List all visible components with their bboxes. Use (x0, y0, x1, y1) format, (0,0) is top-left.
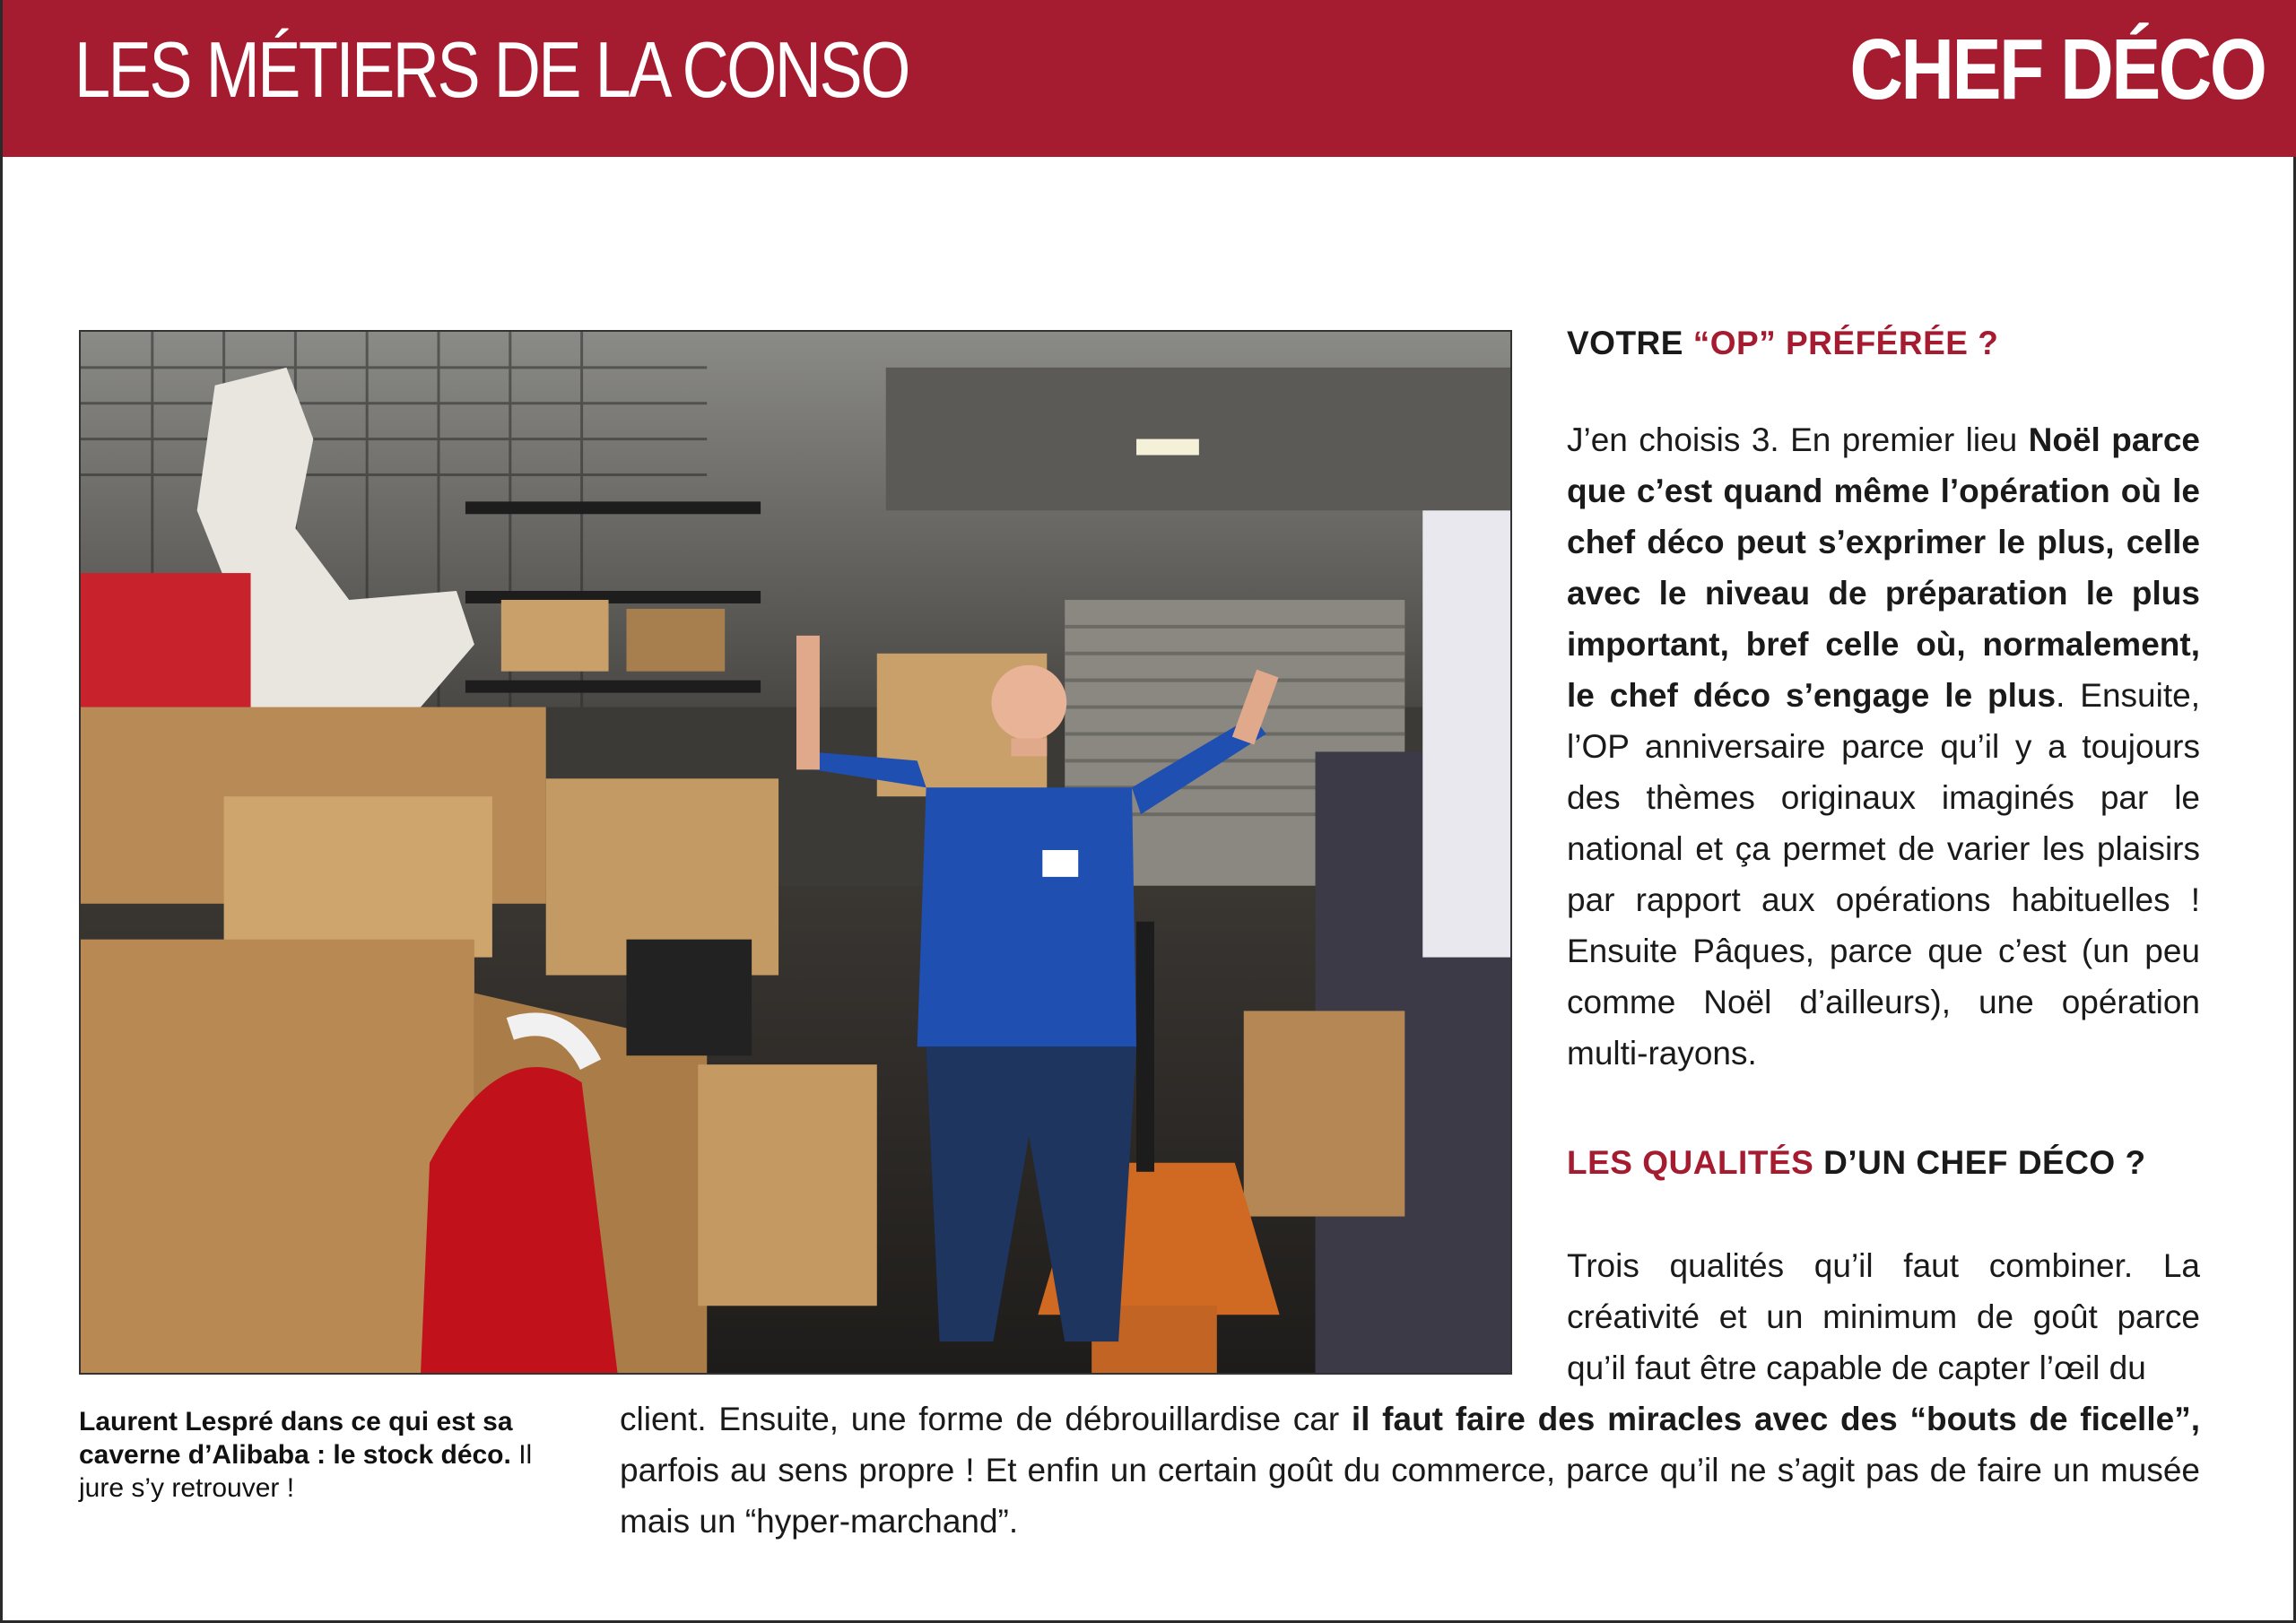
question-2-part: D’UN CHEF DÉCO ? (1813, 1144, 2146, 1181)
question-1-part: VOTRE (1567, 325, 1693, 361)
answer-1-text: J’en choisis 3. En premier lieu (1567, 421, 2029, 458)
question-2-highlight: LES QUALITÉS (1567, 1144, 1814, 1181)
answer-2-bold: il faut faire des miracles avec des “bouts de ficelle”, (1351, 1401, 2200, 1437)
answer-2-text: client. Ensuite, une forme de débrouillardise car (620, 1401, 1352, 1437)
answer-paragraph-2-top: Trois qualités qu’il faut combiner. La créativité et un minimum de goût parce qu’il faut être capable de capter l’œil du (1567, 1247, 2200, 1386)
photo-caption (79, 1405, 545, 1505)
caption-normal: Il jure s’y retrouver ! (79, 1440, 533, 1503)
rubric-title: LES MÉTIERS DE LA CONSO (74, 25, 909, 114)
answer-1-text-2: . Ensuite, l’OP anniversaire parce qu’il y a toujours des thèmes originaux imaginés par le national et ça permet de varier les plaisirs par rapport aux opérations habituelles ! Ensuite Pâques, parce que c’est (un peu comme Noël d’ailleurs), une opération multi-rayons. (1567, 677, 2200, 1072)
answer-1-bold: Noël parce que c’est quand même l’opération où le chef déco peut s’exprimer le plus, celle avec le niveau de préparation le plus important, bref celle où, normalement, le chef déco s’engage le plus (1567, 421, 2200, 714)
header-band (3, 0, 2296, 157)
question-heading-2 (1567, 1143, 2248, 1183)
answer-2-text-2: parfois au sens propre ! Et enfin un certain goût du commerce, parce qu’il ne s’agit pas de faire un musée mais un “hyper-marchand”. (620, 1452, 2200, 1540)
question-1-highlight: “OP” PRÉFÉRÉE ? (1692, 325, 1999, 361)
section-title: CHEF DÉCO (1849, 22, 2265, 117)
warehouse-photo (79, 330, 1512, 1375)
caption-bold: Laurent Lespré dans ce qui est sa caverne d’Alibaba : le stock déco. (79, 1407, 513, 1470)
answer-paragraph-1 (1567, 414, 2200, 1079)
question-heading-1 (1567, 324, 2248, 363)
answer-paragraph-2-bottom (620, 1393, 2200, 1547)
photo-illustration (81, 332, 1510, 1373)
